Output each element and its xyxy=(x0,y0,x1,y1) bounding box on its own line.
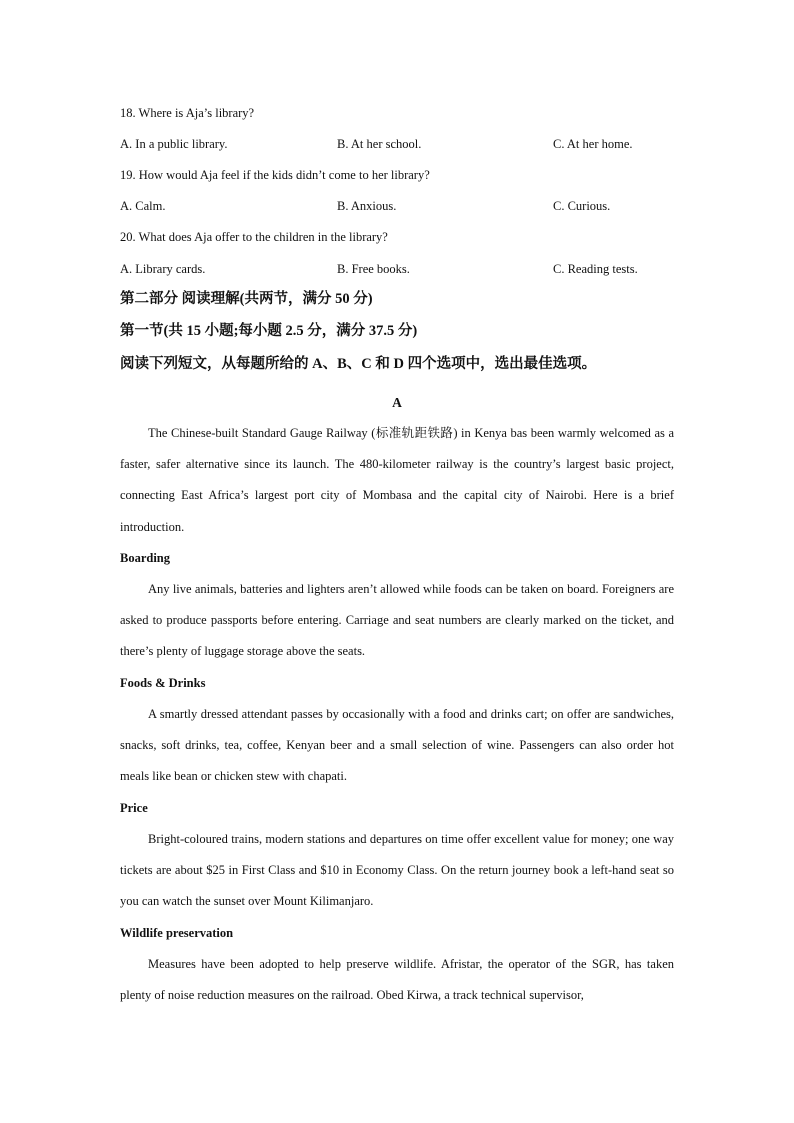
section-title-wildlife: Wildlife preservation xyxy=(120,926,234,940)
passage-letter: A xyxy=(392,395,402,410)
question-18-option-c: C. At her home. xyxy=(553,137,633,151)
question-18-option-a: A. In a public library. xyxy=(120,137,228,151)
question-20-option-b: B. Free books. xyxy=(337,262,410,276)
section-title-price: Price xyxy=(120,801,148,815)
question-20-option-a: A. Library cards. xyxy=(120,262,206,276)
question-19-option-a: A. Calm. xyxy=(120,199,166,213)
section-text-boarding: Any live animals, batteries and lighters aren’t allowed while foods can be taken on board. Foreigners are asked to produce passports before entering. Carriage and seat numbers are clearly marked on the ticket, and there’s plenty of luggage storage above the seats. xyxy=(120,582,674,659)
question-18-option-b: B. At her school. xyxy=(337,137,422,151)
question-19-option-c: C. Curious. xyxy=(553,199,611,213)
part-heading: 第二部分 阅读理解(共两节，满分 50 分) xyxy=(120,291,373,307)
section-text-wildlife: Measures have been adopted to help preserve wildlife. Afristar, the operator of the SGR, has taken plenty of noise reduction measures on the railroad. Obed Kirwa, a track technical supervisor, xyxy=(120,957,674,1003)
section-title-foods-drinks: Foods & Drinks xyxy=(120,676,206,690)
question-18-stem: 18. Where is Aja’s library? xyxy=(120,106,255,120)
section-text-price: Bright-coloured trains, modern stations and departures on time offer excellent value for money; one way tickets are about $25 in First Class and $10 in Economy Class. On the return journey book a left-hand seat so you can watch the sunset over Mount Kilimanjaro. xyxy=(120,832,674,909)
question-20-option-c: C. Reading tests. xyxy=(553,262,638,276)
section-text-foods-drinks: A smartly dressed attendant passes by occasionally with a food and drinks cart; on offer are sandwiches, snacks, soft drinks, tea, coffee, Kenyan beer and a small selection of wine. Passengers can also order hot meals like bean or chicken stew with chapati. xyxy=(120,707,674,784)
question-18-options xyxy=(120,136,674,152)
instruction: 阅读下列短文，从每题所给的 A、B、C 和 D 四个选项中，选出最佳选项。 xyxy=(120,356,597,372)
question-19-options xyxy=(120,198,674,214)
section-title-boarding: Boarding xyxy=(120,551,171,565)
question-19-option-b: B. Anxious. xyxy=(337,199,397,213)
intro-paragraph: The Chinese-built Standard Gauge Railway (标准轨距铁路) in Kenya bas been warmly welcomed as a faster, safer alternative since its launch. The 480-kilometer railway is the country’s largest basic project, connecting East Africa’s largest port city of Mombasa and the capital city of Nairobi. Here is a brief introduction. xyxy=(120,426,674,534)
question-20-options xyxy=(120,261,674,277)
question-20-stem: 20. What does Aja offer to the children in the library? xyxy=(120,230,388,244)
section-heading: 第一节(共 15 小题;每小题 2.5 分，满分 37.5 分) xyxy=(120,323,418,339)
question-19-stem: 19. How would Aja feel if the kids didn’t come to her library? xyxy=(120,168,430,182)
